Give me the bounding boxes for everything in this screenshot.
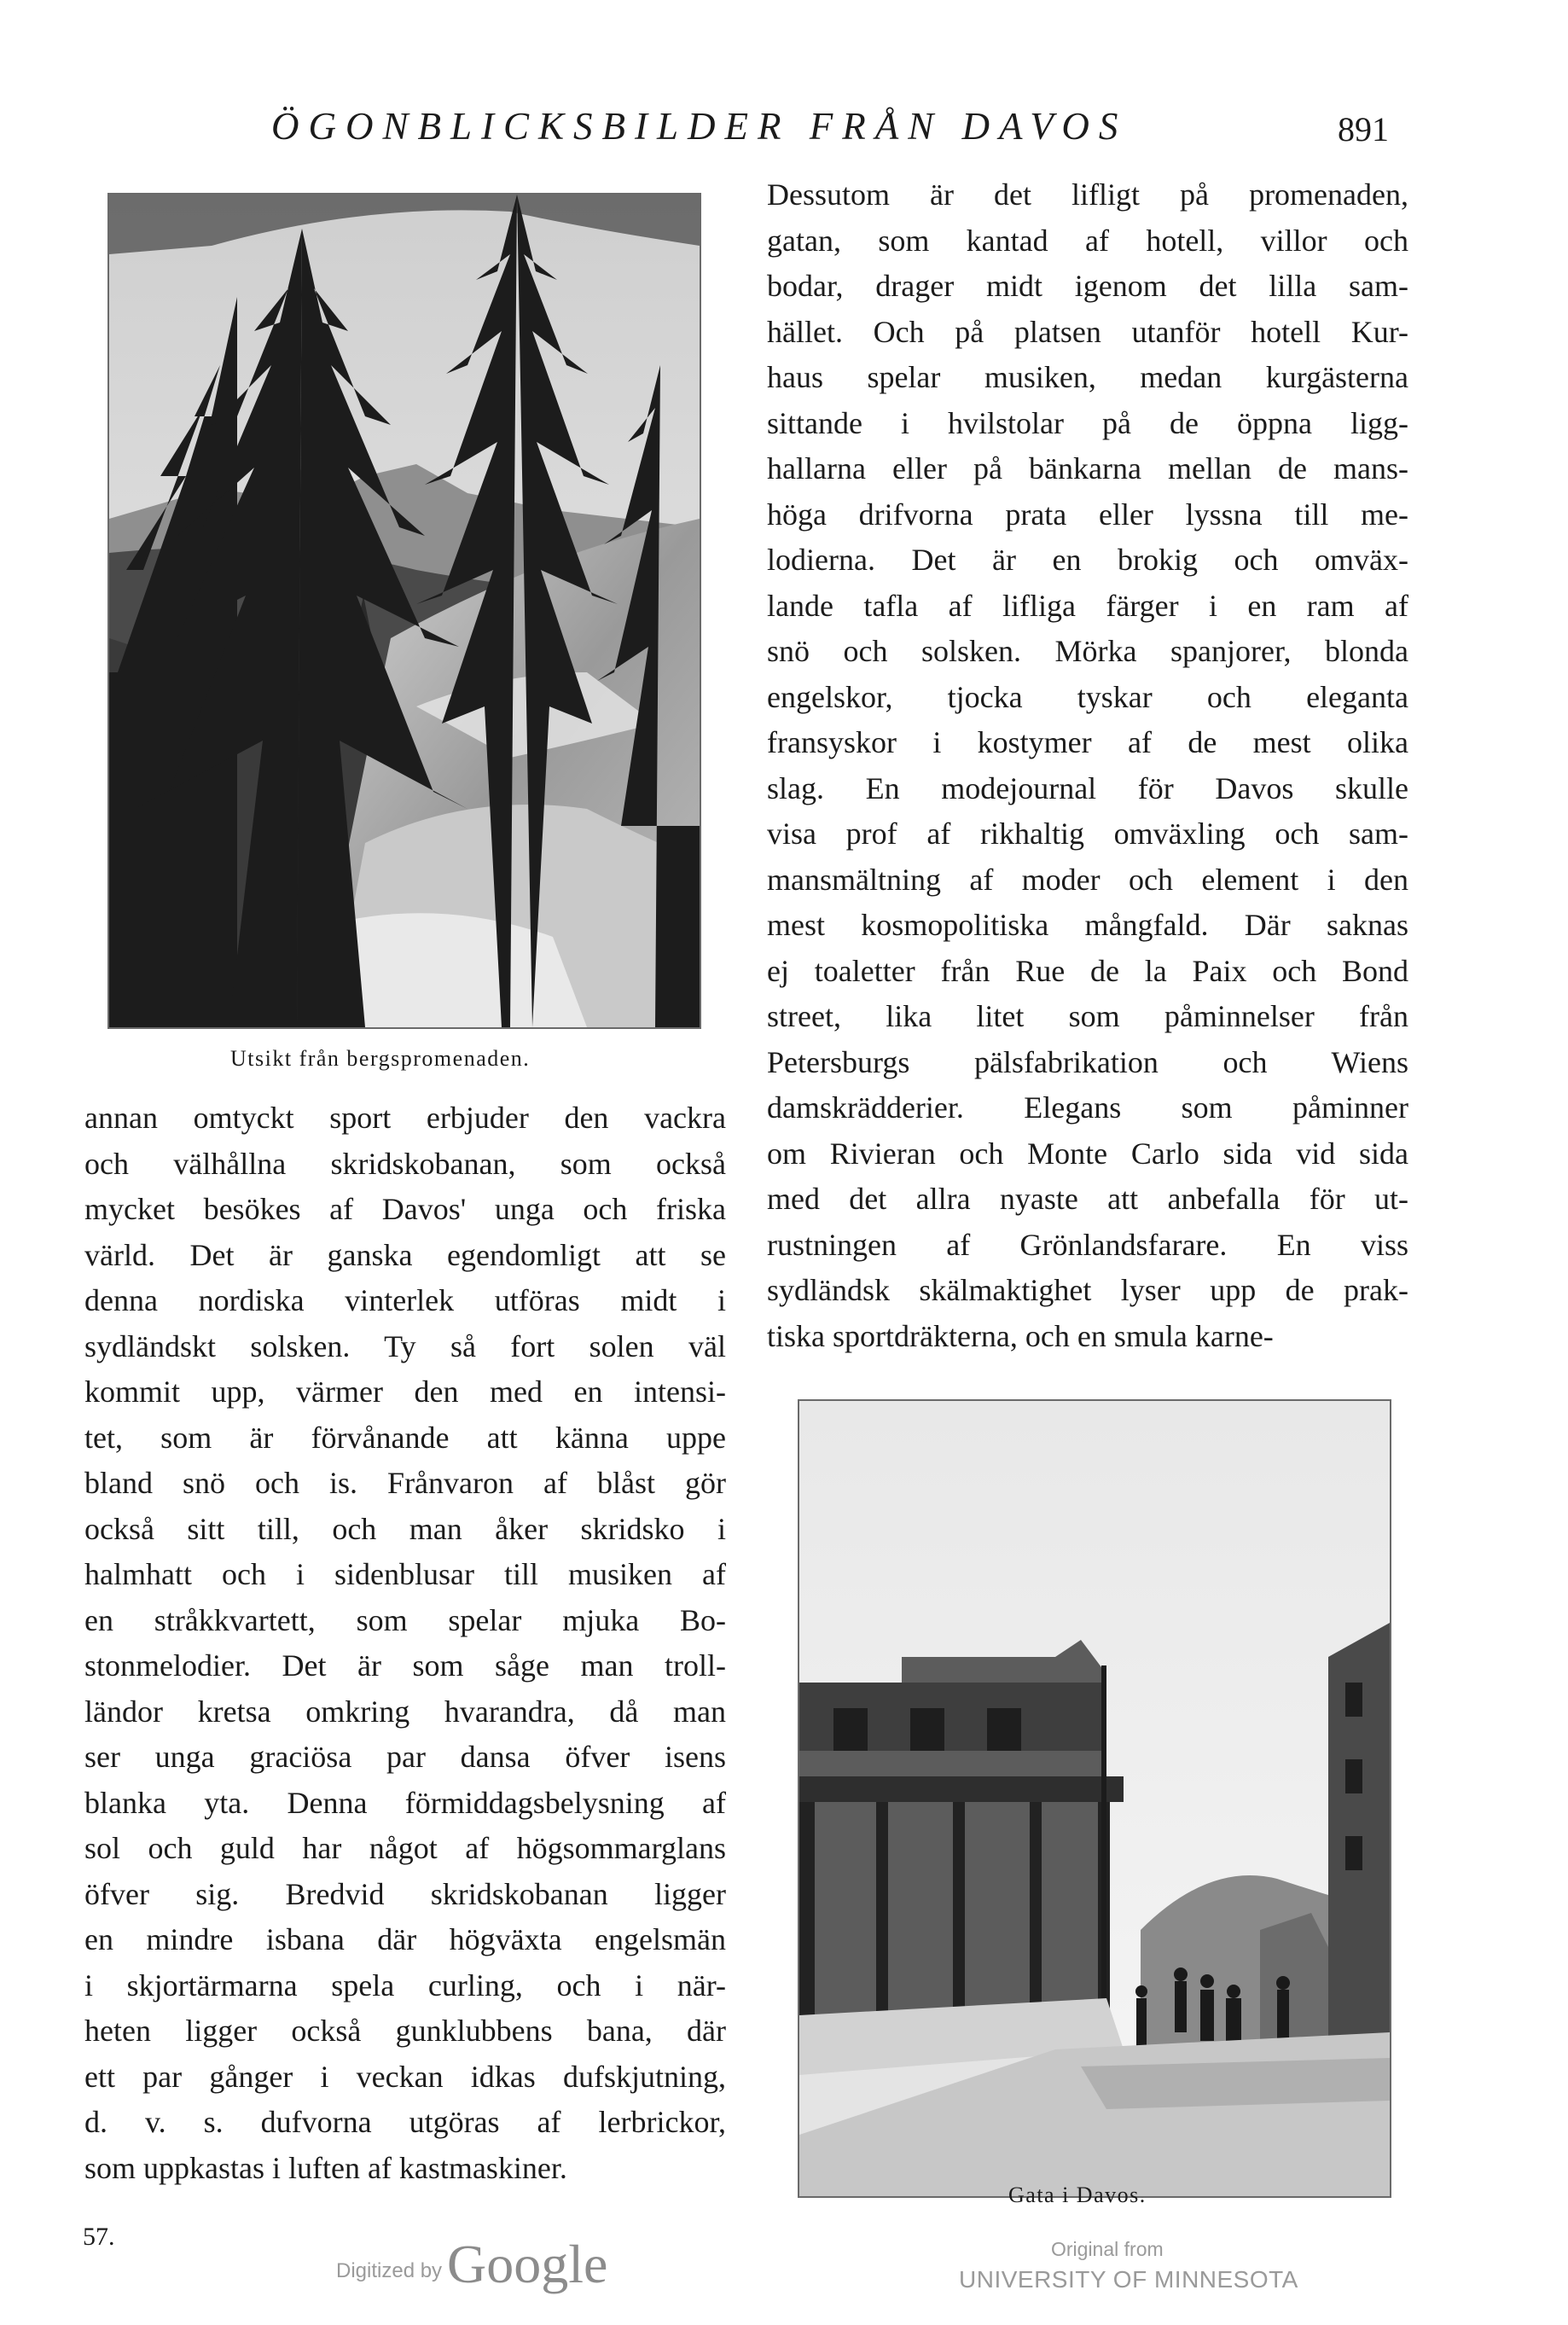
page-number: 891 (1338, 110, 1389, 148)
text-line: tet, som är förvånande att känna uppe (84, 1420, 726, 1455)
text-line: halmhatt och i sidenblusar till musiken af (84, 1557, 726, 1591)
text-line: damskrädderier. Elegans som påminner (767, 1090, 1408, 1125)
text-line: ett par gånger i veckan idkas dufskjutning, (84, 2059, 726, 2094)
text-line: hallarna eller på bänkarna mellan de mans- (767, 451, 1408, 485)
text-line: Petersburgs pälsfabrikation och Wiens (767, 1044, 1408, 1079)
mountain-view-illustration (109, 195, 700, 1027)
text-line: d. v. s. dufvorna utgöras af lerbrickor, (84, 2105, 726, 2139)
text-line: sittande i hvilstolar på de öppna ligg- (767, 405, 1408, 440)
text-line: heten ligger också gunklubbens bana, där (84, 2014, 726, 2048)
footer-digitized-by: Digitized by (336, 2259, 443, 2282)
figure-caption-street: Gata i Davos. (1008, 2183, 1147, 2207)
text-line: en stråkkvartett, som spelar mjuka Bo- (84, 1602, 726, 1637)
text-line: mansmältning af moder och element i den (767, 862, 1408, 897)
text-line: street, lika litet som påminnelser från (767, 999, 1408, 1033)
text-line: sydländsk skälmaktighet lyser upp de prak- (767, 1273, 1408, 1307)
text-line: blanka yta. Denna förmiddagsbelysning af (84, 1785, 726, 1820)
text-line: värld. Det är ganska egendomligt att se (84, 1237, 726, 1272)
figure-street-view (798, 1399, 1391, 2198)
footer-university: UNIVERSITY OF MINNESOTA (959, 2266, 1298, 2293)
text-line: kommit upp, värmer den med en intensi- (84, 1375, 726, 1409)
left-column-text (84, 1096, 726, 2191)
text-line: mest kosmopolitiska mångfald. Där saknas (767, 908, 1408, 942)
street-view-illustration (799, 1401, 1390, 2196)
text-line: bland snö och is. Frånvaron af blåst gör (84, 1466, 726, 1500)
text-line: en mindre isbana där högväxta engelsmän (84, 1922, 726, 1956)
signature-mark: 57. (83, 2223, 115, 2251)
text-line: sydländskt solsken. Ty så fort solen väl (84, 1328, 726, 1363)
text-line: lodierna. Det är en brokig och omväx- (767, 543, 1408, 577)
text-line: och välhållna skridskobanan, som också (84, 1146, 726, 1181)
text-line: om Rivieran och Monte Carlo sida vid sida (767, 1136, 1408, 1171)
figure-caption-mountain: Utsikt från bergspromenaden. (230, 1046, 531, 1071)
text-line: öfver sig. Bredvid skridskobanan ligger (84, 1876, 726, 1911)
text-line: tiska sportdräkterna, och en smula karne- (767, 1318, 1274, 1353)
text-line: snö och solsken. Mörka spanjorer, blonda (767, 634, 1408, 668)
figure-mountain-view (107, 193, 701, 1029)
text-line: Dessutom är det lifligt på promenaden, (767, 177, 1408, 212)
text-line: bodar, drager midt igenom det lilla sam- (767, 269, 1408, 303)
text-line: haus spelar musiken, medan kurgästerna (767, 360, 1408, 394)
text-line: hället. Och på platsen utanför hotell Kur- (767, 314, 1408, 349)
text-line: annan omtyckt sport erbjuder den vackra (84, 1101, 726, 1135)
text-line: ej toaletter från Rue de la Paix och Bond (767, 953, 1408, 988)
text-line: med det allra nyaste att anbefalla för ut- (767, 1182, 1408, 1216)
right-column-text (767, 172, 1408, 1359)
text-line: visa prof af rikhaltig omväxling och sam- (767, 817, 1408, 851)
text-line: som uppkastas i luften af kastmaskiner. (84, 2150, 567, 2185)
text-line: fransyskor i kostymer af de mest olika (767, 725, 1408, 759)
running-title: ÖGONBLICKSBILDER FRÅN DAVOS (271, 105, 1128, 148)
text-line: stonmelodier. Det är som såge man troll- (84, 1648, 726, 1683)
text-line: sol och guld har något af högsommarglans (84, 1831, 726, 1865)
text-line: denna nordiska vinterlek utföras midt i (84, 1283, 726, 1317)
text-line: ser unga graciösa par dansa öfver isens (84, 1740, 726, 1774)
text-line: gatan, som kantad af hotell, villor och (767, 223, 1408, 258)
text-line: mycket besökes af Davos' unga och friska (84, 1192, 726, 1226)
text-line: höga drifvorna prata eller lyssna till me- (767, 497, 1408, 532)
text-line: också sitt till, och man åker skridsko i (84, 1511, 726, 1546)
text-line: slag. En modejournal för Davos skulle (767, 770, 1408, 805)
text-line: ländor kretsa omkring hvarandra, då man (84, 1694, 726, 1729)
text-line: i skjortärmarna spela curling, och i när- (84, 1968, 726, 2002)
footer-original-from: Original from (1051, 2238, 1164, 2260)
text-line: rustningen af Grönlandsfarare. En viss (767, 1227, 1408, 1262)
text-line: engelskor, tjocka tyskar och eleganta (767, 679, 1408, 714)
text-line: lande tafla af lifliga färger i en ram af (767, 588, 1408, 623)
footer-google-logo: Google (447, 2234, 608, 2294)
